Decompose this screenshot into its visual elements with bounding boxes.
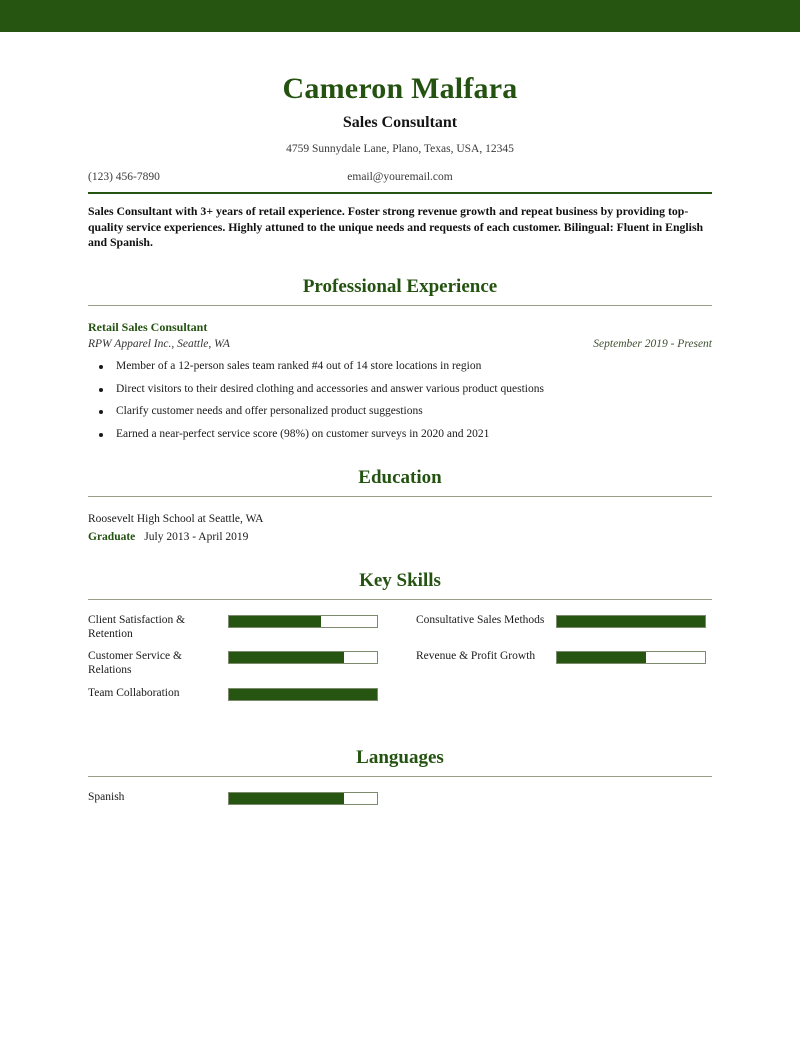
job-dates: September 2019 - Present [593,338,712,351]
skill-level-fill [229,689,377,700]
skill-level-bar [228,688,378,701]
skill-label: Team Collaboration [88,687,180,700]
job-bullet: Earned a near-perfect service score (98%) on customer surveys in 2020 and 2021 [88,427,712,442]
skill-level-bar [556,615,706,628]
experience-entry [88,320,712,442]
contact-email[interactable]: email@youremail.com [347,171,453,184]
top-brand-band [0,0,800,32]
skill-row [88,687,384,713]
language-label: Spanish [88,790,125,803]
skill-row [88,650,384,678]
skill-level-fill [229,616,321,627]
education-school: Roosevelt High School at Seattle, WA [88,512,264,525]
language-level-bar [228,792,378,805]
section-divider-experience [88,305,712,306]
candidate-job-title: Sales Consultant [342,114,458,131]
job-meta [88,338,712,350]
section-divider-key-skills [88,599,712,600]
resume-header [88,32,712,157]
skill-level-fill [229,652,344,663]
header-divider [88,192,712,194]
job-bullet: Member of a 12-person sales team ranked #4 out of 14 store locations in region [88,359,712,374]
skill-level-bar [228,615,378,628]
education-degree: Graduate [88,530,136,543]
candidate-name: Cameron Malfara [282,72,518,105]
skill-label: Consultative Sales Methods [416,613,545,626]
section-divider-education [88,496,712,497]
section-title-languages: Languages [356,747,444,769]
section-title-key-skills: Key Skills [359,570,441,591]
education-entry [88,511,712,545]
skill-level-fill [557,652,646,663]
section-professional-experience [88,277,712,442]
skill-label: Customer Service & Relations [88,650,182,677]
skill-level-fill [557,616,705,627]
contact-phone[interactable]: (123) 456-7890 [88,171,160,184]
job-bullet: Clarify customer needs and offer personalized product suggestions [88,404,712,419]
section-title-experience: Professional Experience [302,275,498,297]
section-divider-languages [88,776,712,777]
skill-row [416,650,712,678]
contact-row [88,171,712,183]
job-bullet-list [88,359,712,442]
skill-row [416,614,712,642]
professional-summary: Sales Consultant with 3+ years of retail experience. Foster strong revenue growth and repeat business by providing top-quality service experiences. Highly attuned to the unique needs and requests of each customer. Bilingual: Fluent in English and Spanish. [88,204,704,250]
language-level-fill [229,793,344,804]
resume-page [0,32,800,817]
language-row [88,791,712,817]
language-list [88,791,712,817]
section-education [88,468,712,545]
job-company: RPW Apparel Inc., Seattle, WA [88,338,230,351]
job-bullet: Direct visitors to their desired clothing and accessories and answer various product questions [88,382,712,397]
section-title-education: Education [358,466,442,488]
education-detail-line [88,529,712,545]
skill-level-bar [556,651,706,664]
skill-row [88,614,384,642]
skill-level-bar [228,651,378,664]
education-dates: July 2013 - April 2019 [144,530,249,543]
skills-grid [88,614,712,722]
skill-label: Client Satisfaction & Retention [88,613,186,640]
section-languages [88,748,712,817]
candidate-address: 4759 Sunnydale Lane, Plano, Texas, USA, 12345 [286,143,514,156]
job-role: Retail Sales Consultant [88,319,208,334]
section-key-skills [88,571,712,722]
skill-label: Revenue & Profit Growth [416,650,536,663]
